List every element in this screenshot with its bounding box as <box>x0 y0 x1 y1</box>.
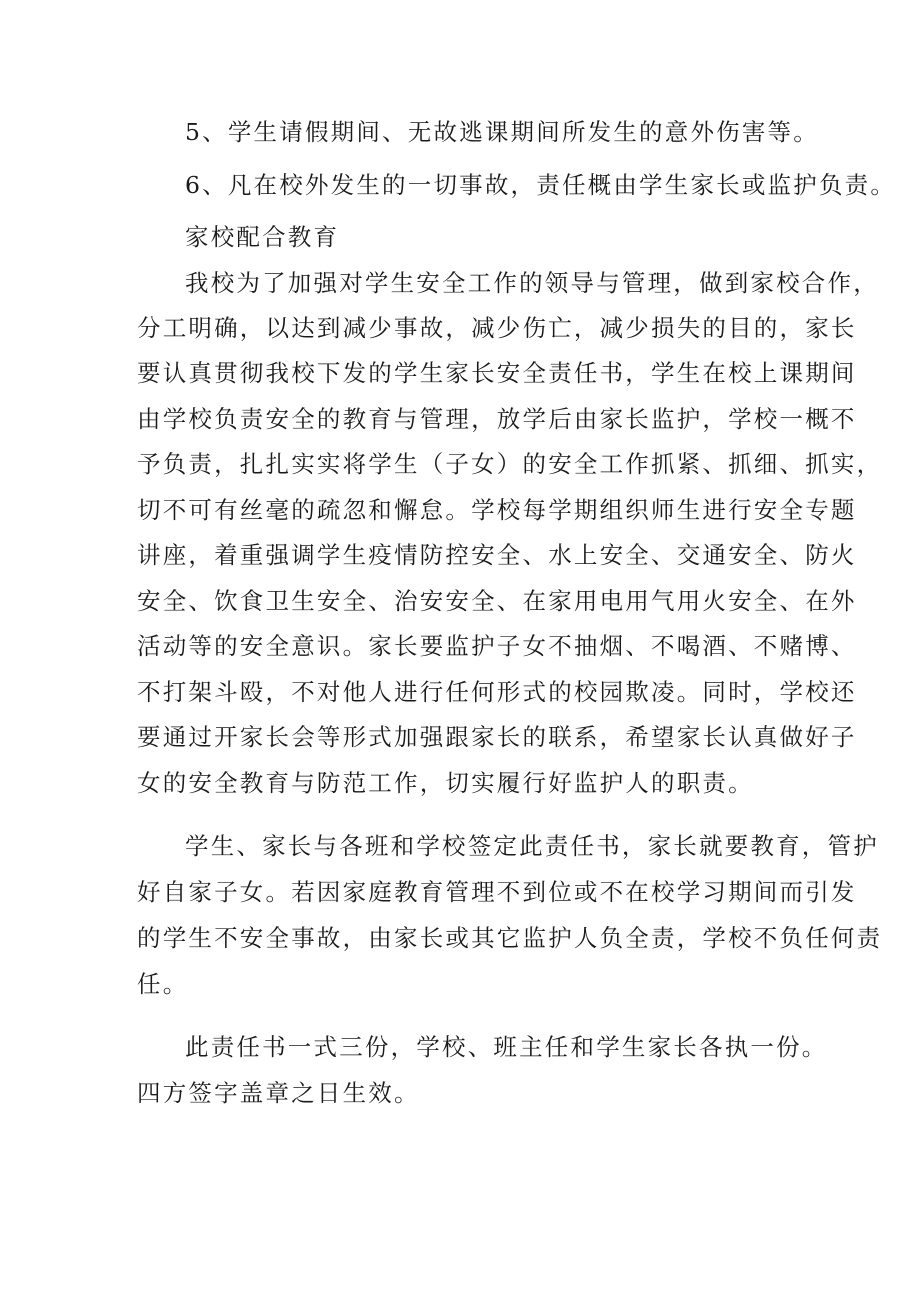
paragraph-line: 予负责，扎扎实实将学生（子女）的安全工作抓紧、抓细、抓实， <box>137 450 883 478</box>
list-item-6: 6、凡在校外发生的一切事故，责任概由学生家长或监护负责。 <box>185 171 897 199</box>
paragraph-line: 的学生不安全事故，由家长或其它监护人负全责，学校不负任何责 <box>137 924 883 952</box>
paragraph-line: 活动等的安全意识。家长要监护子女不抽烟、不喝酒、不赌博、 <box>137 632 857 660</box>
paragraph-line: 切不可有丝毫的疏忽和懈怠。学校每学期组织师生进行安全专题 <box>137 496 857 524</box>
section-heading: 家校配合教育 <box>185 223 340 251</box>
paragraph-line: 学生、家长与各班和学校签定此责任书，家长就要教育，管护 <box>185 832 879 860</box>
paragraph-line: 好自家子女。若因家庭教育管理不到位或不在校学习期间而引发 <box>137 878 857 906</box>
paragraph-line: 女的安全教育与防范工作，切实履行好监护人的职责。 <box>137 769 754 797</box>
paragraph-line: 要认真贯彻我校下发的学生家长安全责任书，学生在校上课期间 <box>137 359 857 387</box>
paragraph-line: 讲座，着重强调学生疫情防控安全、水上安全、交通安全、防火 <box>137 541 857 569</box>
paragraph-line: 此责任书一式三份，学校、班主任和学生家长各执一份。 <box>185 1033 828 1061</box>
paragraph-line: 分工明确，以达到减少事故，减少伤亡，减少损失的目的，家长 <box>137 314 857 342</box>
list-item-5: 5、学生请假期间、无故逃课期间所发生的意外伤害等。 <box>185 118 819 146</box>
paragraph-line: 任。 <box>137 970 189 998</box>
paragraph-line: 不打架斗殴，不对他人进行任何形式的校园欺凌。同时，学校还 <box>137 678 857 706</box>
paragraph-line: 安全、饮食卫生安全、治安安全、在家用电用气用火安全、在外 <box>137 587 857 615</box>
paragraph-line: 要通过开家长会等形式加强跟家长的联系，希望家长认真做好子 <box>137 723 857 751</box>
paragraph-line: 由学校负责安全的教育与管理，放学后由家长监护，学校一概不 <box>137 405 857 433</box>
paragraph-line: 四方签字盖章之日生效。 <box>137 1079 420 1107</box>
paragraph-line: 我校为了加强对学生安全工作的领导与管理，做到家校合作， <box>185 269 879 297</box>
